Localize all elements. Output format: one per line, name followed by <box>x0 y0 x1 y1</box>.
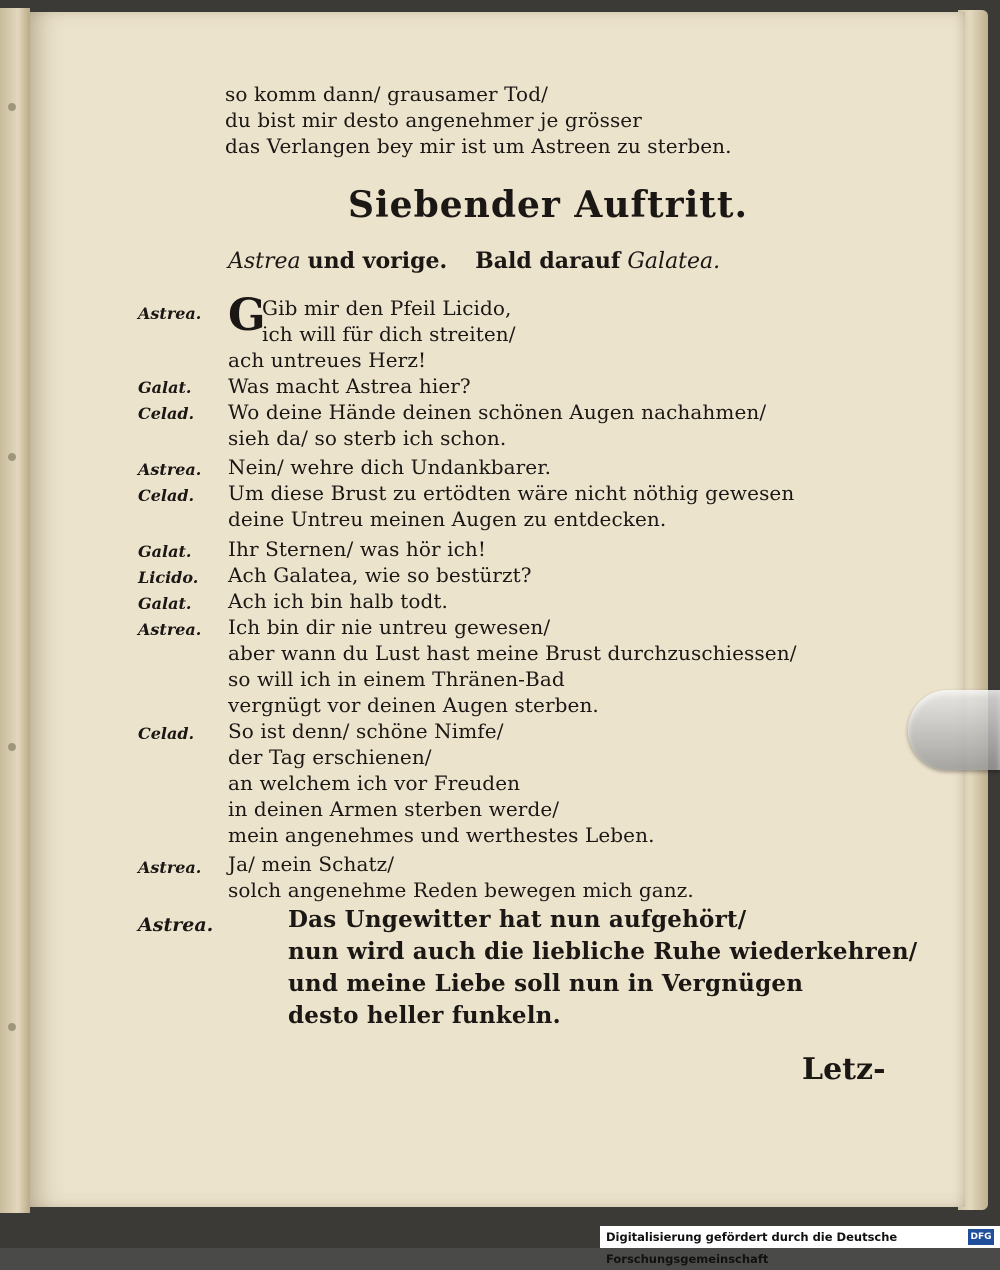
speaker-label: Astrea. <box>138 858 202 877</box>
dialogue-line: der Tag erschienen/ <box>228 745 432 769</box>
speaker-label: Celad. <box>138 404 195 423</box>
dialogue-line: solch angenehme Reden bewegen mich ganz. <box>228 878 694 902</box>
aria-line: desto heller funkeln. <box>288 1002 561 1029</box>
dialogue-line: Ach Galatea, wie so bestürzt? <box>228 563 532 587</box>
dialogue-line: in deinen Armen sterben werde/ <box>228 797 560 821</box>
dialogue-line: Ach ich bin halb todt. <box>228 589 448 613</box>
header-line-1: so komm dann/ grausamer Tod/ <box>225 82 548 106</box>
speaker-label: Astrea. <box>138 460 202 479</box>
page-clip <box>908 690 1000 770</box>
dialogue-line: aber wann du Lust hast meine Brust durchzuschiessen/ <box>228 641 797 665</box>
dialogue-line: G Gib mir den Pfeil Licido, <box>228 290 512 341</box>
speaker-label: Celad. <box>138 724 195 743</box>
dialogue-line: so will ich in einem Thränen-Bad <box>228 667 565 691</box>
dfg-logo-icon: DFG <box>968 1229 994 1245</box>
catchword: Letz- <box>802 1052 886 1087</box>
header-line-2: du bist mir desto angenehmer je grösser <box>225 108 642 132</box>
dialogue-line: Was macht Astrea hier? <box>228 374 471 398</box>
footer-text: Digitalisierung gefördert durch die Deutsche Forschungsgemeinschaft <box>606 1230 898 1266</box>
dialogue-line: Um diese Brust zu ertödten wäre nicht nöthig gewesen <box>228 481 795 505</box>
dialogue-line: ich will für dich streiten/ <box>262 322 516 346</box>
aria-line: und meine Liebe soll nun in Vergnügen <box>288 970 804 997</box>
dialogue-line: Ja/ mein Schatz/ <box>228 852 395 876</box>
aria-line: nun wird auch die liebliche Ruhe wiederkehren/ <box>288 938 918 965</box>
persons-galatea: Galatea. <box>627 249 721 274</box>
persons-astrea: Astrea <box>228 249 301 274</box>
speaker-label: Astrea. <box>138 304 202 323</box>
aria-line: Das Ungewitter hat nun aufgehört/ <box>288 906 747 933</box>
dialogue-line: mein angenehmes und werthestes Leben. <box>228 823 655 847</box>
dialogue-line: Ich bin dir nie untreu gewesen/ <box>228 615 551 639</box>
speaker-label: Celad. <box>138 486 195 505</box>
dialogue-line: deine Untreu meinen Augen zu entdecken. <box>228 507 667 531</box>
speaker-label: Licido. <box>138 568 199 587</box>
digitization-footer <box>600 1226 1000 1266</box>
speaker-label: Astrea. <box>138 620 202 639</box>
speaker-label: Galat. <box>138 594 192 613</box>
speaker-label: Galat. <box>138 378 192 397</box>
dialogue-line: sieh da/ so sterb ich schon. <box>228 426 507 450</box>
dialogue-line: an welchem ich vor Freuden <box>228 771 521 795</box>
dialogue-line: Wo deine Hände deinen schönen Augen nachahmen/ <box>228 400 767 424</box>
previous-page-edge <box>0 8 30 1213</box>
dialogue-line: ach untreues Herz! <box>228 348 427 372</box>
aria-speaker: Astrea. <box>138 914 214 936</box>
dialogue-line: vergnügt vor deinen Augen sterben. <box>228 693 599 717</box>
page-paper <box>30 12 965 1207</box>
persons-bald: Bald darauf <box>475 248 621 274</box>
scene-heading: Siebender Auftritt. <box>348 184 749 226</box>
persons-vorige: und vorige. <box>307 248 448 274</box>
header-line-3: das Verlangen bey mir ist um Astreen zu sterben. <box>225 134 732 158</box>
speaker-label: Galat. <box>138 542 192 561</box>
dialogue-line: Ihr Sternen/ was hör ich! <box>228 537 487 561</box>
scene-persons <box>228 248 720 274</box>
dialogue-line: So ist denn/ schöne Nimfe/ <box>228 719 504 743</box>
dialogue-line: Nein/ wehre dich Undankbarer. <box>228 455 552 479</box>
